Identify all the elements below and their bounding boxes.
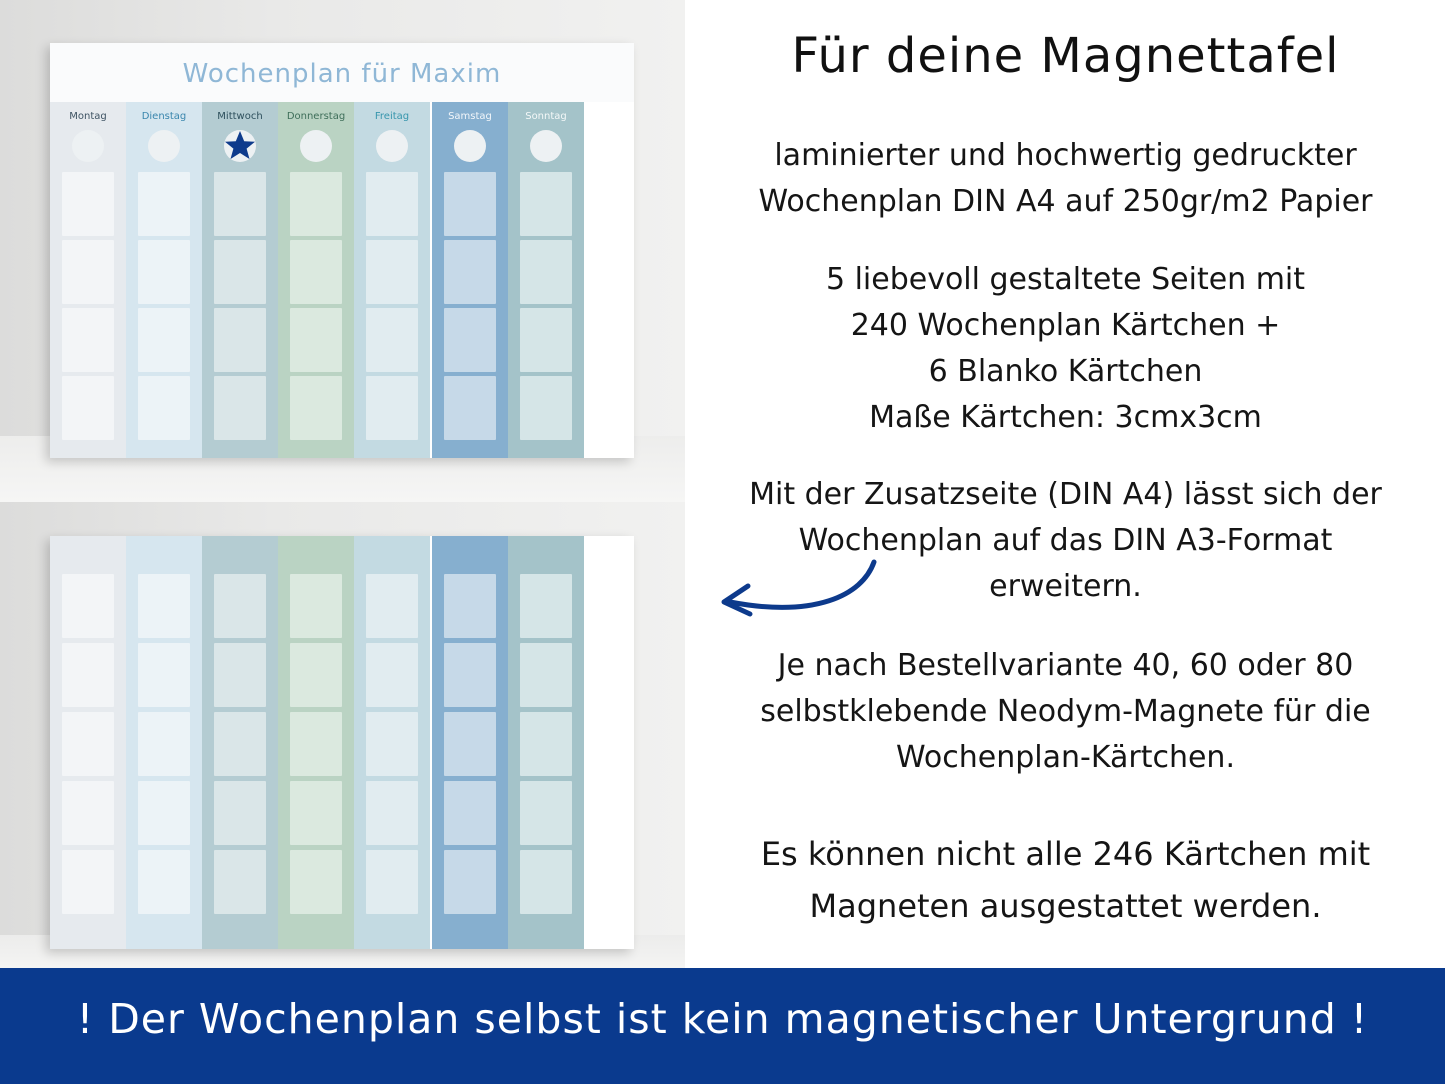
card-slot — [62, 574, 114, 638]
day-circle — [72, 130, 104, 162]
day-circle — [454, 130, 486, 162]
card-slot — [138, 172, 190, 236]
planner-title: Wochenplan für Maxim — [182, 59, 502, 89]
card-slot — [214, 712, 266, 776]
card-slot — [520, 850, 572, 914]
card-slot — [366, 850, 418, 914]
footer-banner — [0, 968, 1445, 1084]
card-slot — [62, 850, 114, 914]
info-line: Wochenplan-Kärtchen. — [896, 740, 1235, 775]
card-slot — [366, 781, 418, 845]
card-slot — [290, 308, 342, 372]
card-slot — [62, 712, 114, 776]
card-slot — [366, 240, 418, 304]
card-slot — [138, 308, 190, 372]
product-photo — [0, 0, 685, 968]
card-slot — [444, 643, 496, 707]
card-slot — [444, 712, 496, 776]
footer-warning: ! Der Wochenplan selbst ist kein magnetischer Untergrund ! — [76, 995, 1369, 1043]
day-column — [126, 536, 202, 949]
day-column — [278, 536, 354, 949]
day-column — [50, 536, 126, 949]
card-slot — [290, 850, 342, 914]
card-slot — [520, 308, 572, 372]
info-line: Wochenplan auf das DIN A3-Format — [798, 523, 1333, 558]
card-slot — [62, 172, 114, 236]
card-slot — [366, 308, 418, 372]
card-slot — [138, 376, 190, 440]
card-slot — [290, 172, 342, 236]
card-slot — [444, 240, 496, 304]
day-column — [278, 102, 354, 458]
info-panel — [686, 0, 1445, 968]
card-slot — [138, 712, 190, 776]
card-slot — [444, 172, 496, 236]
day-column — [354, 102, 430, 458]
day-column — [202, 536, 278, 949]
card-slot — [62, 308, 114, 372]
card-slot — [138, 643, 190, 707]
card-slot — [138, 850, 190, 914]
info-paragraph-magnets — [686, 643, 1445, 781]
card-slot — [520, 712, 572, 776]
day-circle — [148, 130, 180, 162]
info-line: Maße Kärtchen: 3cmx3cm — [869, 400, 1262, 435]
card-slot — [138, 781, 190, 845]
card-slot — [366, 643, 418, 707]
card-slot — [138, 240, 190, 304]
card-slot — [366, 574, 418, 638]
day-label: Freitag — [374, 111, 410, 122]
card-slot — [62, 376, 114, 440]
card-slot — [444, 574, 496, 638]
info-line: Je nach Bestellvariante 40, 60 oder 80 — [777, 648, 1354, 683]
card-slot — [520, 172, 572, 236]
day-column — [50, 102, 126, 458]
card-slot — [366, 172, 418, 236]
day-column — [508, 102, 584, 458]
info-paragraph-notice — [686, 828, 1445, 932]
card-slot — [290, 712, 342, 776]
card-slot — [290, 240, 342, 304]
day-circle — [530, 130, 562, 162]
day-circle — [376, 130, 408, 162]
info-heading: Für deine Magnettafel — [791, 28, 1340, 84]
card-slot — [214, 850, 266, 914]
card-slot — [290, 643, 342, 707]
day-column — [202, 102, 278, 458]
weekly-planner-main-page — [50, 43, 634, 458]
card-slot — [214, 240, 266, 304]
card-slot — [62, 781, 114, 845]
info-line: 6 Blanko Kärtchen — [928, 354, 1203, 389]
card-slot — [214, 376, 266, 440]
day-label: Mittwoch — [217, 111, 263, 122]
card-slot — [366, 376, 418, 440]
planner-header — [50, 43, 634, 102]
card-slot — [290, 781, 342, 845]
card-slot — [520, 574, 572, 638]
star-icon — [220, 126, 260, 166]
card-slot — [366, 712, 418, 776]
day-column — [432, 536, 508, 949]
card-slot — [214, 574, 266, 638]
info-line: Wochenplan DIN A4 auf 250gr/m2 Papier — [758, 184, 1373, 219]
info-line: Es können nicht alle 246 Kärtchen mit — [760, 835, 1371, 873]
day-label: Montag — [69, 111, 107, 122]
day-label: Dienstag — [141, 111, 187, 122]
card-slot — [520, 781, 572, 845]
day-label: Sonntag — [525, 111, 567, 122]
card-slot — [520, 240, 572, 304]
day-circle — [300, 130, 332, 162]
curved-arrow-left-icon — [714, 556, 882, 626]
info-line: laminierter und hochwertig gedruckter — [774, 138, 1357, 173]
info-line: selbstklebende Neodym-Magnete für die — [760, 694, 1371, 729]
day-column — [508, 536, 584, 949]
card-slot — [62, 240, 114, 304]
info-line: 5 liebevoll gestaltete Seiten mit — [825, 262, 1306, 297]
day-column — [354, 536, 430, 949]
info-paragraph-pages — [686, 257, 1445, 441]
card-slot — [520, 376, 572, 440]
card-slot — [444, 308, 496, 372]
card-slot — [444, 376, 496, 440]
weekly-planner-extension-page — [50, 536, 634, 949]
card-slot — [214, 308, 266, 372]
card-slot — [290, 376, 342, 440]
info-line: Magneten ausgestattet werden. — [809, 887, 1322, 925]
card-slot — [138, 574, 190, 638]
card-slot — [62, 643, 114, 707]
card-slot — [214, 172, 266, 236]
card-slot — [444, 850, 496, 914]
day-label: Samstag — [448, 111, 492, 122]
day-column — [126, 102, 202, 458]
info-line: erweitern. — [989, 569, 1142, 604]
day-column — [432, 102, 508, 458]
card-slot — [290, 574, 342, 638]
card-slot — [214, 781, 266, 845]
info-line: 240 Wochenplan Kärtchen + — [850, 308, 1281, 343]
card-slot — [444, 781, 496, 845]
day-label: Donnerstag — [286, 111, 346, 122]
card-slot — [520, 643, 572, 707]
info-line: Mit der Zusatzseite (DIN A4) lässt sich der — [749, 477, 1382, 512]
info-paragraph-lamination — [686, 133, 1445, 225]
card-slot — [214, 643, 266, 707]
